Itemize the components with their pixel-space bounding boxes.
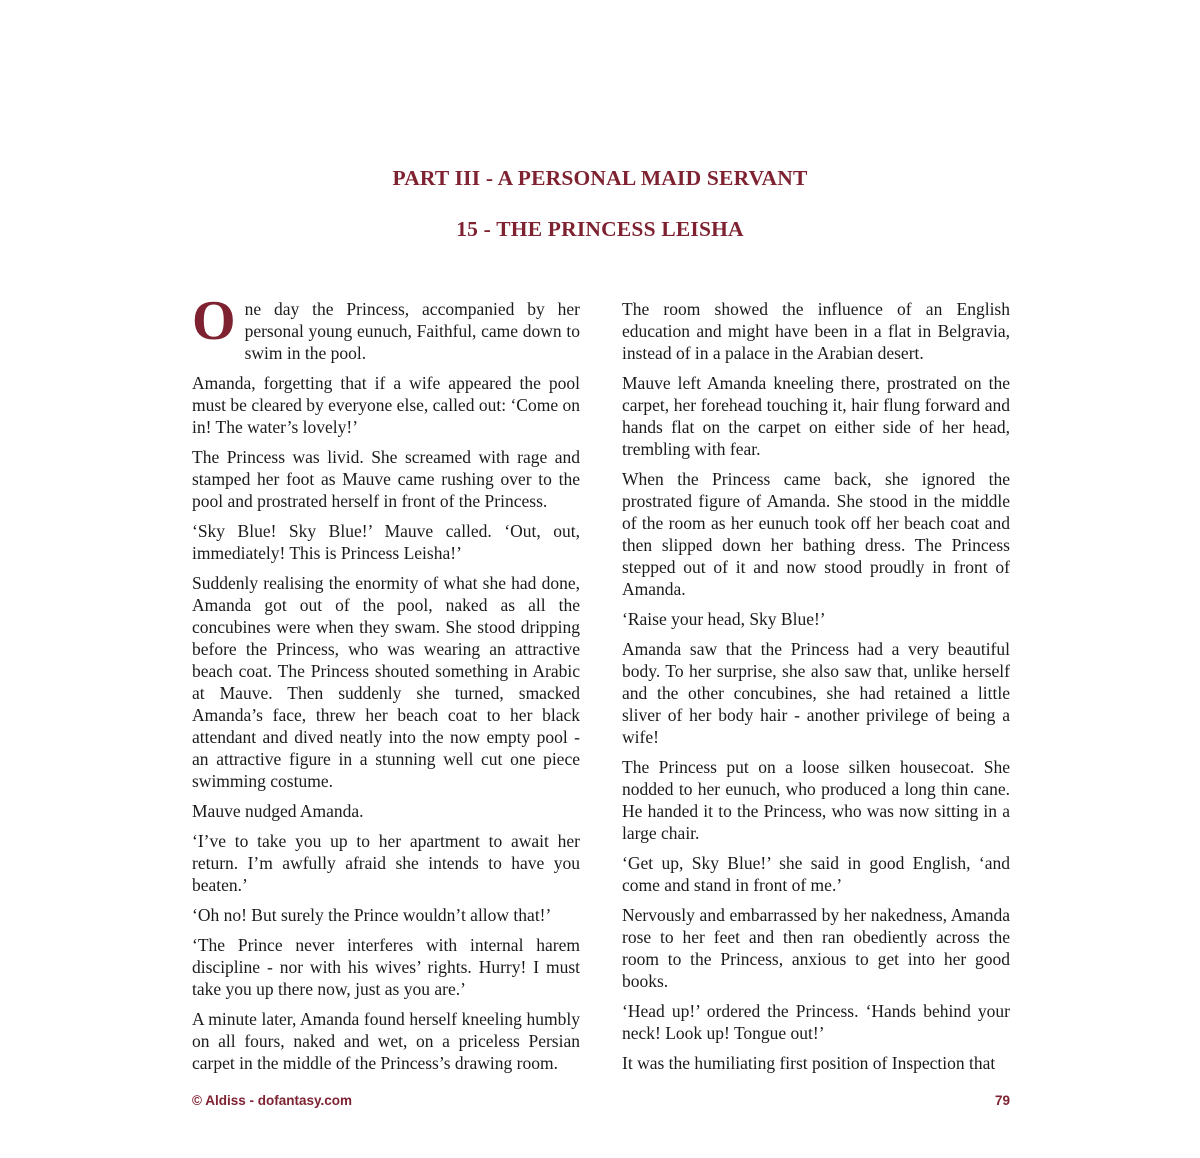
part-title: PART III - A PERSONAL MAID SERVANT <box>392 166 808 190</box>
paragraph: ‘I’ve to take you up to her apartment to await her return. I’m awfully afraid she intends to have you beaten.’ <box>192 831 580 895</box>
paragraph: It was the humiliating first position of Inspection that <box>622 1053 996 1073</box>
right-column <box>622 298 1010 1092</box>
drop-cap: O <box>192 298 236 352</box>
paragraph: The Princess put on a loose silken housecoat. She nodded to her eunuch, who produced a long thin cane. He handed it to the Princess, who was now sitting in a large chair. <box>622 757 1010 843</box>
left-column <box>192 298 580 1092</box>
paragraph: Suddenly realising the enormity of what she had done, Amanda got out of the pool, naked as all the concubines were when they swam. She stood dripping before the Princess, who was wearing an attractive beach coat. The Princess shouted something in Arabic at Mauve. Then suddenly she turned, smacked Amanda’s face, threw her beach coat to her black attendant and dived neatly into the now empty pool - an attractive figure in a stunning well cut one piece swimming costume. <box>192 573 580 791</box>
paragraph: Amanda, forgetting that if a wife appeared the pool must be cleared by everyone else, called out: ‘Come on in! The water’s lovely!’ <box>192 373 580 437</box>
paragraph: A minute later, Amanda found herself kneeling humbly on all fours, naked and wet, on a priceless Persian carpet in the middle of the Princess’s drawing room. <box>192 1009 580 1073</box>
paragraph: The room showed the influence of an English education and might have been in a flat in Belgravia, instead of in a palace in the Arabian desert. <box>622 299 1010 363</box>
opening-paragraph <box>192 298 580 364</box>
paragraph: Nervously and embarrassed by her nakedness, Amanda rose to her feet and then ran obediently across the room to the Princess, anxious to get into her good books. <box>622 905 1010 991</box>
paragraph: When the Princess came back, she ignored the prostrated figure of Amanda. She stood in the middle of the room as her eunuch took off her beach coat and then slipped down her bathing dress. The Princess stepped out of it and now stood proudly in front of Amanda. <box>622 469 1010 599</box>
paragraph: ‘Head up!’ ordered the Princess. ‘Hands behind your neck! Look up! Tongue out!’ <box>622 1001 1010 1043</box>
paragraph: ‘Sky Blue! Sky Blue!’ Mauve called. ‘Out, out, immediately! This is Princess Leisha!’ <box>192 521 580 563</box>
text-columns <box>192 298 1010 1092</box>
paragraph: ‘Raise your head, Sky Blue!’ <box>622 609 826 629</box>
paragraph: ‘The Prince never interferes with internal harem discipline - nor with his wives’ rights. Hurry! I must take you up there now, just as you are.’ <box>192 935 580 999</box>
paragraph: ‘Oh no! But surely the Prince wouldn’t allow that!’ <box>192 905 552 925</box>
paragraph: ‘Get up, Sky Blue!’ she said in good English, ‘and come and stand in front of me.’ <box>622 853 1010 895</box>
page-number: 79 <box>994 1093 1010 1108</box>
opening-paragraph-text: ne day the Princess, accompanied by her personal young eunuch, Faithful, came down to swim in the pool. <box>244 299 580 363</box>
paragraph: Mauve nudged Amanda. <box>192 801 364 821</box>
paragraph: Mauve left Amanda kneeling there, prostrated on the carpet, her forehead touching it, hair flung forward and hands flat on the carpet on either side of her head, trembling with fear. <box>622 373 1010 459</box>
paragraph: Amanda saw that the Princess had a very beautiful body. To her surprise, she also saw that, unlike herself and the other concubines, she had retained a little sliver of her body hair - another privilege of being a wife! <box>622 639 1010 747</box>
paragraph: The Princess was livid. She screamed with rage and stamped her foot as Mauve came rushing over to the pool and prostrated herself in front of the Princess. <box>192 447 580 511</box>
copyright-credit: © Aldiss - dofantasy.com <box>192 1093 352 1108</box>
page-footer <box>192 1093 1010 1108</box>
chapter-title: 15 - THE PRINCESS LEISHA <box>456 217 744 241</box>
